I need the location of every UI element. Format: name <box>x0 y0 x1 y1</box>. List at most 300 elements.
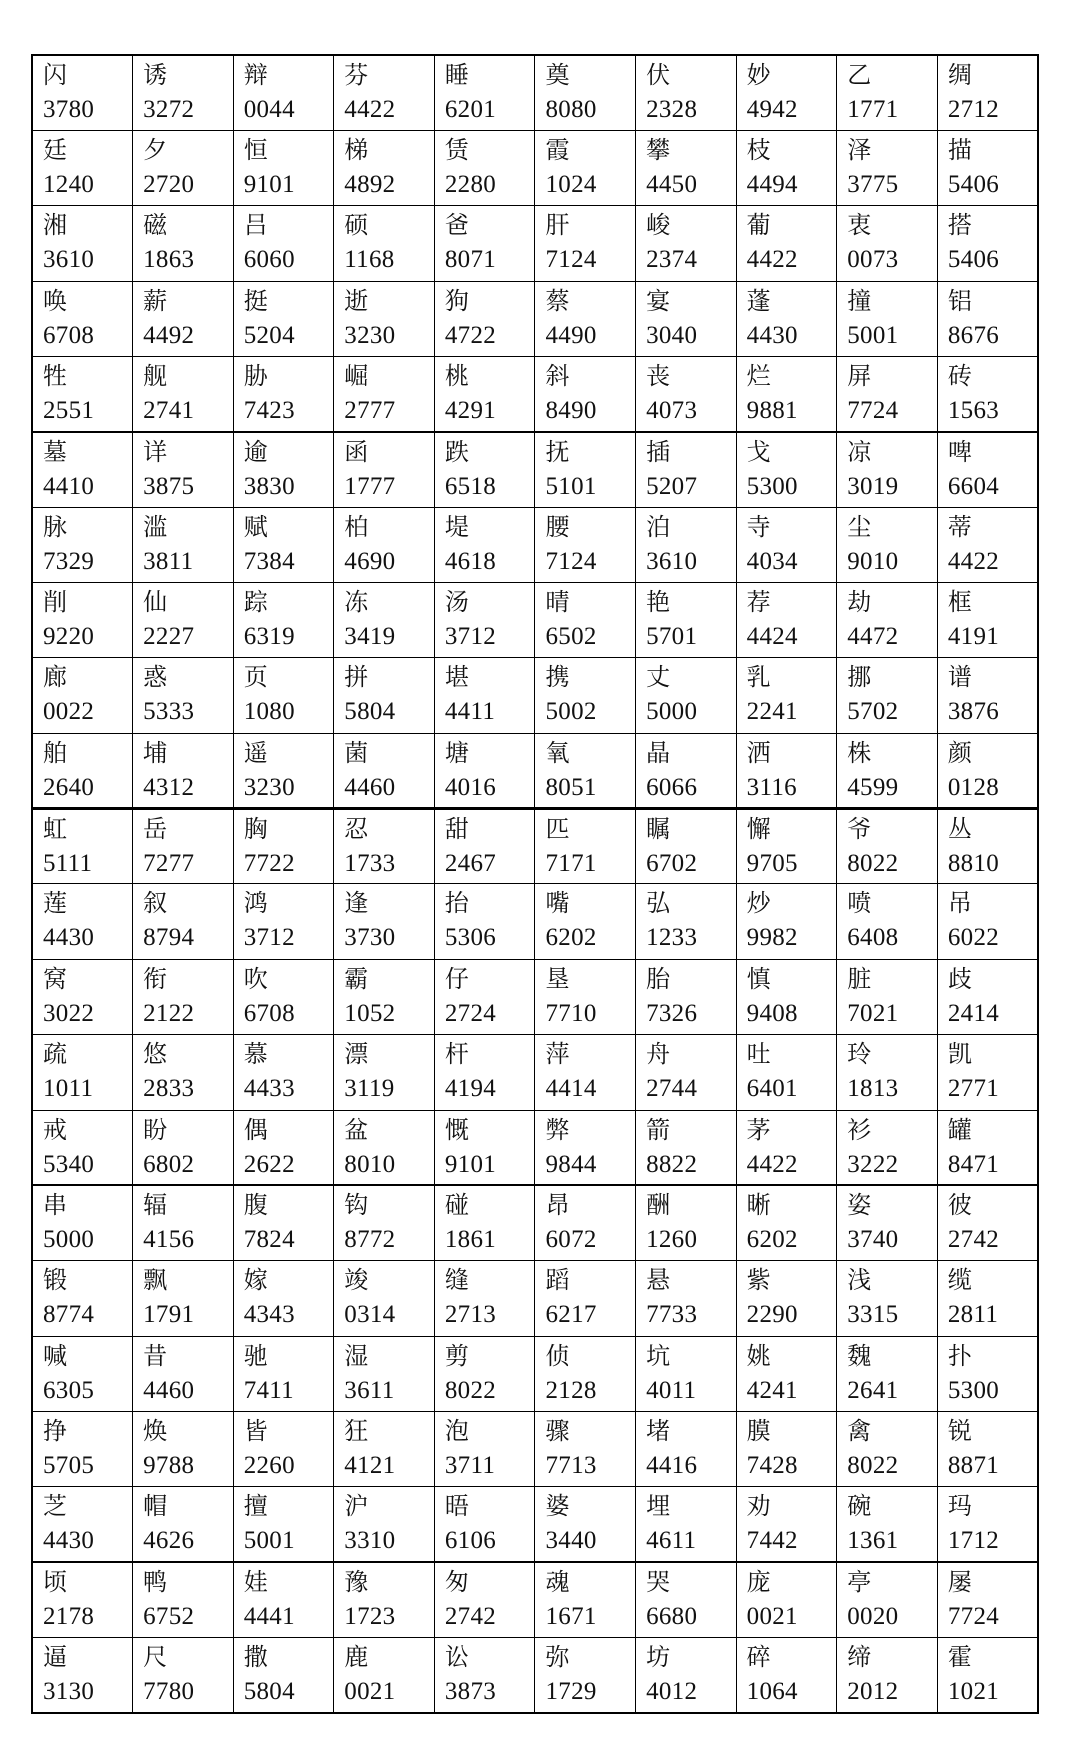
character-label: 喷 <box>847 889 872 918</box>
character-label: 柏 <box>344 512 369 541</box>
character-label: 姿 <box>847 1191 872 1220</box>
character-code: 1011 <box>43 1075 94 1103</box>
table-cell <box>636 1411 737 1486</box>
character-label: 恒 <box>243 135 268 164</box>
character-label: 丧 <box>646 361 671 390</box>
character-code: 6072 <box>545 1226 597 1254</box>
character-code: 4424 <box>746 623 798 651</box>
table-cell <box>535 884 636 959</box>
character-code: 2178 <box>43 1603 95 1631</box>
character-code: 7824 <box>243 1226 295 1254</box>
character-code: 8051 <box>545 773 597 801</box>
character-code: 3315 <box>847 1301 899 1329</box>
character-label: 碎 <box>746 1643 771 1672</box>
character-code: 1729 <box>545 1678 597 1706</box>
character-label: 廊 <box>43 663 67 692</box>
character-code: 0021 <box>344 1678 396 1706</box>
character-label: 狂 <box>344 1416 369 1445</box>
character-label: 踪 <box>243 588 268 617</box>
character-label: 滥 <box>143 512 168 541</box>
character-code: 4690 <box>344 547 396 575</box>
character-label: 颜 <box>947 738 972 767</box>
character-code: 2777 <box>344 396 396 424</box>
character-code: 6106 <box>444 1527 497 1555</box>
table-cell <box>636 281 737 356</box>
character-code: 2122 <box>143 999 195 1027</box>
table-cell <box>736 432 837 507</box>
table-cell <box>434 1562 535 1637</box>
table-cell <box>736 1261 837 1336</box>
table-cell <box>937 432 1038 507</box>
table-cell <box>233 1261 334 1336</box>
table-cell <box>133 809 234 884</box>
table-cell <box>837 130 938 205</box>
table-cell <box>636 1110 737 1185</box>
table-cell <box>837 206 938 281</box>
character-code: 3130 <box>43 1678 95 1706</box>
table-cell <box>133 206 234 281</box>
character-label: 萍 <box>545 1040 570 1069</box>
character-label: 睡 <box>444 61 469 89</box>
character-label: 描 <box>947 135 972 164</box>
table-cell <box>233 959 334 1034</box>
character-label: 崛 <box>344 361 369 390</box>
character-code: 8810 <box>947 850 1000 878</box>
table-cell <box>736 1035 837 1110</box>
character-label: 尺 <box>143 1643 168 1672</box>
character-code: 6066 <box>646 773 698 801</box>
character-code: 9982 <box>746 924 798 952</box>
character-code: 4291 <box>444 396 497 424</box>
table-cell <box>736 1336 837 1411</box>
character-label: 吹 <box>243 964 268 993</box>
character-label: 挪 <box>847 663 872 692</box>
character-code: 5705 <box>43 1451 95 1479</box>
character-label: 仙 <box>143 588 168 617</box>
character-label: 搭 <box>947 211 972 240</box>
table-cell <box>334 1336 435 1411</box>
character-label: 玛 <box>947 1492 972 1521</box>
character-code: 8022 <box>847 1451 899 1479</box>
character-code: 3230 <box>243 773 295 801</box>
character-label: 夕 <box>143 135 168 164</box>
character-label: 嫁 <box>243 1266 268 1295</box>
table-cell <box>233 1035 334 1110</box>
character-code: 4490 <box>545 321 597 349</box>
character-code: 7724 <box>947 1603 1000 1631</box>
character-label: 辩 <box>243 61 268 89</box>
character-code: 1021 <box>947 1678 1000 1706</box>
character-label: 堵 <box>646 1416 671 1445</box>
character-label: 株 <box>847 738 872 767</box>
table-cell <box>434 884 535 959</box>
character-label: 瞩 <box>646 815 671 844</box>
character-code: 7780 <box>143 1678 195 1706</box>
character-label: 竣 <box>344 1266 369 1295</box>
character-label: 罐 <box>947 1115 972 1144</box>
table-cell <box>736 658 837 733</box>
character-code: 6708 <box>43 321 95 349</box>
character-code: 6408 <box>847 924 899 952</box>
character-label: 盆 <box>344 1115 369 1144</box>
table-cell <box>636 206 737 281</box>
character-code: 4034 <box>746 547 798 575</box>
character-label: 唤 <box>43 286 67 315</box>
character-label: 攀 <box>646 135 671 164</box>
table-cell <box>736 583 837 658</box>
character-code: 4194 <box>444 1075 497 1103</box>
character-label: 屏 <box>847 361 872 390</box>
character-label: 艳 <box>646 588 671 617</box>
table-cell <box>434 959 535 1034</box>
table-cell <box>334 1110 435 1185</box>
table-cell <box>434 130 535 205</box>
table-cell <box>133 1562 234 1637</box>
character-code: 4422 <box>746 246 798 274</box>
table-cell <box>736 356 837 431</box>
character-code: 0128 <box>947 773 1000 801</box>
character-label: 串 <box>43 1191 67 1220</box>
character-code: 4016 <box>444 773 497 801</box>
character-code: 3811 <box>143 547 194 575</box>
table-cell <box>636 583 737 658</box>
character-code: 5300 <box>746 472 798 500</box>
table-cell <box>837 583 938 658</box>
table-cell <box>636 130 737 205</box>
table-cell <box>535 1562 636 1637</box>
table-cell <box>233 130 334 205</box>
character-code: 9101 <box>243 170 295 198</box>
character-label: 荐 <box>746 588 771 617</box>
character-code: 1777 <box>344 472 396 500</box>
table-row <box>32 281 1038 356</box>
character-label: 抚 <box>545 437 570 466</box>
character-code: 6202 <box>545 924 597 952</box>
character-label: 绸 <box>947 61 972 89</box>
character-code: 2280 <box>444 170 497 198</box>
character-code: 4422 <box>947 547 1000 575</box>
character-code: 1361 <box>847 1527 899 1555</box>
character-code: 1861 <box>444 1226 497 1254</box>
table-cell <box>937 1638 1038 1713</box>
table-cell <box>334 1261 435 1336</box>
character-code: 6202 <box>746 1226 798 1254</box>
character-label: 慨 <box>444 1115 469 1144</box>
table-cell <box>434 583 535 658</box>
character-label: 坑 <box>646 1341 671 1370</box>
table-cell <box>434 1185 535 1260</box>
character-code: 5002 <box>545 698 597 726</box>
table-row <box>32 130 1038 205</box>
table-cell <box>32 1487 133 1562</box>
character-label: 甜 <box>444 815 469 844</box>
character-code: 6604 <box>947 472 1000 500</box>
character-code: 1168 <box>344 246 395 274</box>
table-cell <box>32 356 133 431</box>
character-label: 狗 <box>444 286 469 315</box>
character-code: 7326 <box>646 999 698 1027</box>
character-code: 2467 <box>444 850 497 878</box>
character-label: 晰 <box>746 1191 771 1220</box>
character-code: 2290 <box>746 1301 798 1329</box>
character-code: 6502 <box>545 623 597 651</box>
table-cell <box>636 733 737 808</box>
table-cell <box>133 1336 234 1411</box>
character-code: 2744 <box>646 1075 698 1103</box>
character-code: 5300 <box>947 1376 1000 1404</box>
character-label: 宴 <box>646 286 671 315</box>
table-cell <box>32 959 133 1034</box>
table-cell <box>837 55 938 130</box>
character-label: 擅 <box>243 1492 268 1521</box>
character-label: 霍 <box>947 1643 972 1672</box>
character-label: 舟 <box>646 1040 671 1069</box>
character-label: 霸 <box>344 964 369 993</box>
character-label: 函 <box>344 437 369 466</box>
character-code: 4611 <box>646 1527 697 1555</box>
character-label: 蹈 <box>545 1266 570 1295</box>
character-code: 2328 <box>646 96 698 123</box>
table-cell <box>837 1336 938 1411</box>
table-cell <box>233 55 334 130</box>
table-row <box>32 55 1038 130</box>
character-label: 舶 <box>43 738 67 767</box>
character-code: 2260 <box>243 1451 295 1479</box>
table-cell <box>133 1035 234 1110</box>
character-label: 湿 <box>344 1341 369 1370</box>
character-label: 乳 <box>746 663 771 692</box>
character-code: 2724 <box>444 999 497 1027</box>
table-cell <box>937 583 1038 658</box>
table-cell <box>937 281 1038 356</box>
table-cell <box>837 1638 938 1713</box>
character-code: 9101 <box>444 1150 497 1178</box>
character-label: 枝 <box>746 135 771 164</box>
character-label: 埔 <box>143 738 168 767</box>
character-code: 1024 <box>545 170 597 198</box>
table-cell <box>535 959 636 1034</box>
character-label: 彼 <box>947 1191 972 1220</box>
character-code: 3116 <box>746 773 797 801</box>
character-code: 2227 <box>143 623 195 651</box>
character-code: 7724 <box>847 396 899 424</box>
character-label: 丈 <box>646 663 671 692</box>
table-cell <box>434 206 535 281</box>
character-code: 6680 <box>646 1603 698 1631</box>
character-code: 8022 <box>847 850 899 878</box>
table-row <box>32 809 1038 884</box>
character-label: 妙 <box>746 61 771 89</box>
table-cell <box>937 809 1038 884</box>
character-code: 1712 <box>947 1527 1000 1555</box>
character-code: 8794 <box>143 924 195 952</box>
table-cell <box>736 1185 837 1260</box>
table-cell <box>233 206 334 281</box>
character-code: 4410 <box>43 472 95 500</box>
character-label: 屡 <box>947 1568 972 1597</box>
character-label: 堤 <box>444 512 469 541</box>
character-code: 4618 <box>444 547 497 575</box>
table-cell <box>434 733 535 808</box>
table-cell <box>334 1035 435 1110</box>
character-code: 4414 <box>545 1075 597 1103</box>
character-code: 2640 <box>43 773 95 801</box>
table-cell <box>636 1035 737 1110</box>
character-label: 脏 <box>847 964 872 993</box>
table-cell <box>334 55 435 130</box>
character-label: 磁 <box>143 211 168 240</box>
character-label: 拼 <box>344 663 369 692</box>
table-row <box>32 1185 1038 1260</box>
character-label: 戈 <box>746 437 771 466</box>
character-code: 8471 <box>947 1150 1000 1178</box>
character-label: 缆 <box>947 1266 972 1295</box>
table-cell <box>837 1110 938 1185</box>
character-label: 骤 <box>545 1416 570 1445</box>
character-label: 晴 <box>545 588 570 617</box>
table-cell <box>233 884 334 959</box>
character-label: 携 <box>545 663 570 692</box>
character-label: 汤 <box>444 588 469 617</box>
character-code: 6217 <box>545 1301 597 1329</box>
character-label: 玲 <box>847 1040 872 1069</box>
character-label: 匹 <box>545 815 570 844</box>
character-label: 慎 <box>746 964 771 993</box>
table-cell <box>837 809 938 884</box>
table-cell <box>32 432 133 507</box>
table-cell <box>233 1336 334 1411</box>
character-code: 2641 <box>847 1376 899 1404</box>
character-label: 讼 <box>444 1643 469 1672</box>
character-label: 衔 <box>143 964 168 993</box>
table-cell <box>736 206 837 281</box>
character-label: 虹 <box>43 815 67 844</box>
character-label: 遥 <box>243 738 268 767</box>
character-code: 7442 <box>746 1527 798 1555</box>
character-code: 5111 <box>43 850 93 878</box>
character-code: 9010 <box>847 547 899 575</box>
character-code: 3310 <box>344 1527 396 1555</box>
table-cell <box>937 1487 1038 1562</box>
character-label: 魏 <box>847 1341 872 1370</box>
character-label: 塘 <box>444 738 469 767</box>
character-label: 墓 <box>43 437 67 466</box>
table-cell <box>535 55 636 130</box>
table-cell <box>32 733 133 808</box>
table-cell <box>233 583 334 658</box>
table-cell <box>133 130 234 205</box>
character-label: 泡 <box>444 1416 469 1445</box>
character-code: 8774 <box>43 1301 95 1329</box>
table-cell <box>233 1487 334 1562</box>
character-code: 9844 <box>545 1150 597 1178</box>
table-cell <box>32 1411 133 1486</box>
character-code: 2012 <box>847 1678 899 1706</box>
character-code: 1260 <box>646 1226 698 1254</box>
character-label: 紫 <box>746 1266 771 1295</box>
table-cell <box>233 1110 334 1185</box>
character-code: 1064 <box>746 1678 798 1706</box>
character-label: 撒 <box>243 1643 268 1672</box>
table-cell <box>233 1638 334 1713</box>
character-code: 3610 <box>43 246 95 274</box>
character-label: 框 <box>947 588 972 617</box>
table-cell <box>434 432 535 507</box>
table-cell <box>636 432 737 507</box>
character-code: 6708 <box>243 999 295 1027</box>
character-label: 冻 <box>344 588 369 617</box>
table-cell <box>434 1035 535 1110</box>
character-label: 氧 <box>545 738 570 767</box>
table-cell <box>334 884 435 959</box>
character-code: 9220 <box>43 623 95 651</box>
character-label: 梯 <box>344 135 369 164</box>
character-label: 禽 <box>847 1416 872 1445</box>
character-label: 页 <box>243 663 268 692</box>
table-cell <box>535 281 636 356</box>
character-label: 逾 <box>243 437 268 466</box>
character-label: 泊 <box>646 512 671 541</box>
character-label: 疏 <box>43 1040 67 1069</box>
character-label: 蒂 <box>947 512 972 541</box>
table-cell <box>837 959 938 1034</box>
character-label: 衷 <box>847 211 872 240</box>
character-code: 4492 <box>143 321 195 349</box>
table-cell <box>133 55 234 130</box>
character-label: 吊 <box>947 889 972 918</box>
character-code: 5000 <box>43 1226 95 1254</box>
table-cell <box>636 959 737 1034</box>
character-code: 2741 <box>143 396 195 424</box>
table-cell <box>736 884 837 959</box>
table-cell <box>636 809 737 884</box>
character-code: 6060 <box>243 246 295 274</box>
character-code: 9788 <box>143 1451 195 1479</box>
character-code: 2811 <box>947 1301 999 1329</box>
table-cell <box>937 1035 1038 1110</box>
table-cell <box>535 1487 636 1562</box>
character-code: 4012 <box>646 1678 698 1706</box>
character-code: 6201 <box>444 96 497 123</box>
character-label: 逢 <box>344 889 369 918</box>
table-row <box>32 432 1038 507</box>
character-label: 劝 <box>746 1492 771 1521</box>
character-code: 7171 <box>545 850 597 878</box>
character-code: 2712 <box>947 96 1000 123</box>
character-label: 削 <box>43 588 67 617</box>
table-cell <box>133 1638 234 1713</box>
table-cell <box>233 809 334 884</box>
character-code: 4312 <box>143 773 195 801</box>
character-label: 脉 <box>43 512 67 541</box>
character-label: 昂 <box>545 1191 570 1220</box>
character-code: 2720 <box>143 170 195 198</box>
table-cell <box>233 356 334 431</box>
table-cell <box>334 281 435 356</box>
character-code: 2374 <box>646 246 698 274</box>
character-label: 箭 <box>646 1115 671 1144</box>
table-row <box>32 959 1038 1034</box>
character-label: 砖 <box>947 361 972 390</box>
table-cell <box>334 733 435 808</box>
character-code: 7124 <box>545 246 597 274</box>
character-label: 葡 <box>746 211 771 240</box>
character-code: 1733 <box>344 850 396 878</box>
character-label: 逼 <box>43 1643 67 1672</box>
table-cell <box>636 1185 737 1260</box>
table-cell <box>636 884 737 959</box>
table-cell <box>535 1185 636 1260</box>
